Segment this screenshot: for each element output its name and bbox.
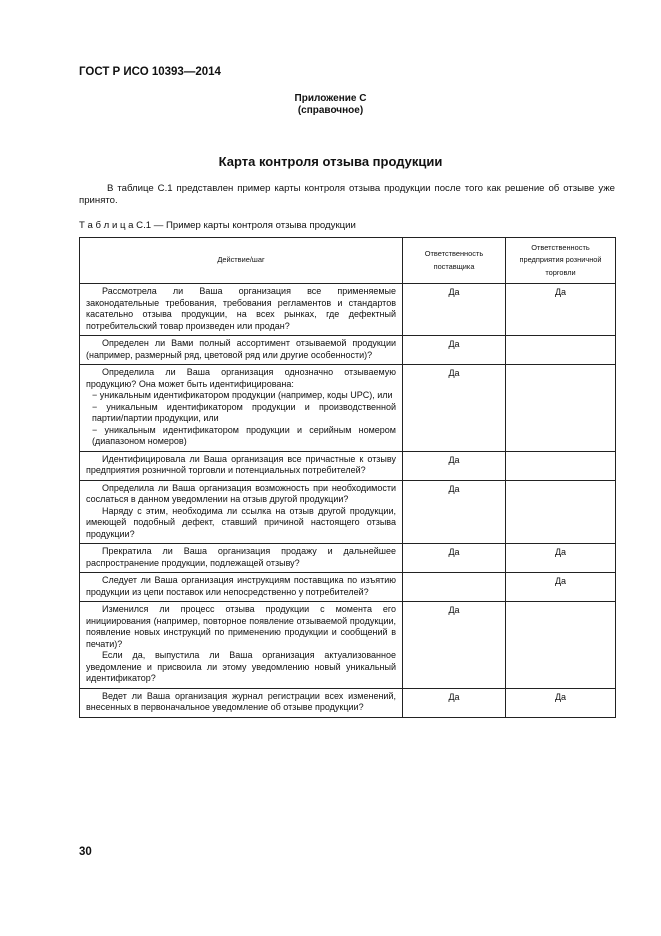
supplier-responsibility-cell: Да (403, 284, 506, 336)
intro-paragraph: В таблице С.1 представлен пример карты контроля отзыва продукции после того как решение об отзыве уже принято. (79, 183, 615, 206)
table-row (80, 544, 616, 573)
supplier-responsibility-cell: Да (403, 688, 506, 717)
action-text: Прекратила ли Ваша организация продажу и дальнейшее распространение продукции, подлежащей отзыву? (86, 546, 396, 568)
action-cell (80, 688, 403, 717)
retailer-responsibility-cell: Да (506, 573, 616, 602)
table-row (80, 602, 616, 689)
header-retailer: Ответственность предприятия розничной торговли (506, 238, 616, 284)
supplier-responsibility-cell: Да (403, 544, 506, 573)
table-row (80, 688, 616, 717)
action-text: − уникальным идентификатором продукции (например, коды UPC), или (92, 390, 393, 400)
retailer-responsibility-cell: Да (506, 284, 616, 336)
document-header: ГОСТ Р ИСО 10393—2014 (79, 66, 221, 78)
action-text: Определила ли Ваша организация возможность при необходимости сослаться в данном уведомлении на отзыв другой продукции? (86, 482, 396, 504)
action-text: Определила ли Ваша организация однозначно отзываемую продукцию? Она может быть идентифицирована: (86, 367, 396, 389)
action-text: Определен ли Вами полный ассортимент отзываемой продукции (например, размерный ряд, цветовой ряд или другие особенности)? (86, 338, 396, 360)
action-cell (80, 573, 403, 602)
recall-control-table (79, 237, 616, 718)
retailer-responsibility-cell (506, 480, 616, 544)
action-text: Изменился ли процесс отзыва продукции с момента его инициирования (например, повторное появление отзываемой продукции, появление новых инструкций по применению продукции и сообщений в печати)? (86, 604, 396, 649)
table-row (80, 284, 616, 336)
retailer-responsibility-cell (506, 336, 616, 365)
action-cell (80, 336, 403, 365)
header-action: Действие/шаг (80, 238, 403, 284)
table-row (80, 480, 616, 544)
table-row (80, 573, 616, 602)
action-text: Наряду с этим, необходима ли ссылка на отзыв другой продукции, имеющей подобный дефект, ставший причиной настоящего отзыва продукции? (86, 505, 396, 539)
action-text: − уникальным идентификатором продукции и серийным номером (диапазоном номеров) (92, 424, 396, 446)
table-body (80, 284, 616, 718)
supplier-responsibility-cell (403, 573, 506, 602)
annex-label: Приложение С (294, 93, 367, 104)
retailer-responsibility-cell (506, 602, 616, 689)
action-text: Рассмотрела ли Ваша организация все применяемые законодательные требования, требования регламентов и стандартов касательно отзыва продукции, на всех рынках, где дефектный потребительский товар произведен или продан? (86, 286, 396, 331)
supplier-responsibility-cell: Да (403, 480, 506, 544)
table-row (80, 365, 616, 452)
supplier-responsibility-cell: Да (403, 365, 506, 452)
action-cell (80, 365, 403, 452)
table-header-row (80, 238, 616, 284)
page-title: Карта контроля отзыва продукции (218, 154, 443, 169)
action-text: Идентифицировала ли Ваша организация все причастные к отзыву предприятия розничной торговли и потенциальных потребителей? (86, 453, 396, 475)
action-text: Если да, выпустила ли Ваша организация актуализованное уведомление и присвоила ли этому уведомлению новый уникальный идентификатор? (86, 650, 396, 683)
page-number: 30 (79, 846, 92, 858)
action-cell (80, 602, 403, 689)
supplier-responsibility-cell: Да (403, 336, 506, 365)
action-cell (80, 284, 403, 336)
table-caption: Т а б л и ц а С.1 — Пример карты контроля отзыва продукции (79, 220, 356, 231)
action-text: − уникальным идентификатором продукции и производственной партии/партии продукции, или (92, 401, 396, 423)
table-row (80, 451, 616, 480)
supplier-responsibility-cell: Да (403, 451, 506, 480)
action-cell (80, 451, 403, 480)
action-text: Ведет ли Ваша организация журнал регистрации всех изменений, внесенных в первоначальное уведомление об отзыве продукции? (86, 690, 396, 712)
annex-type: (справочное) (297, 105, 364, 116)
retailer-responsibility-cell: Да (506, 688, 616, 717)
retailer-responsibility-cell (506, 365, 616, 452)
retailer-responsibility-cell (506, 451, 616, 480)
supplier-responsibility-cell: Да (403, 602, 506, 689)
table-row (80, 336, 616, 365)
annex-heading (0, 93, 661, 117)
action-cell (80, 544, 403, 573)
action-text: Следует ли Ваша организация инструкциям поставщика по изъятию продукции из цепи поставок или непосредственно у потребителей? (86, 575, 396, 597)
action-cell (80, 480, 403, 544)
header-supplier: Ответственность поставщика (403, 238, 506, 284)
retailer-responsibility-cell: Да (506, 544, 616, 573)
